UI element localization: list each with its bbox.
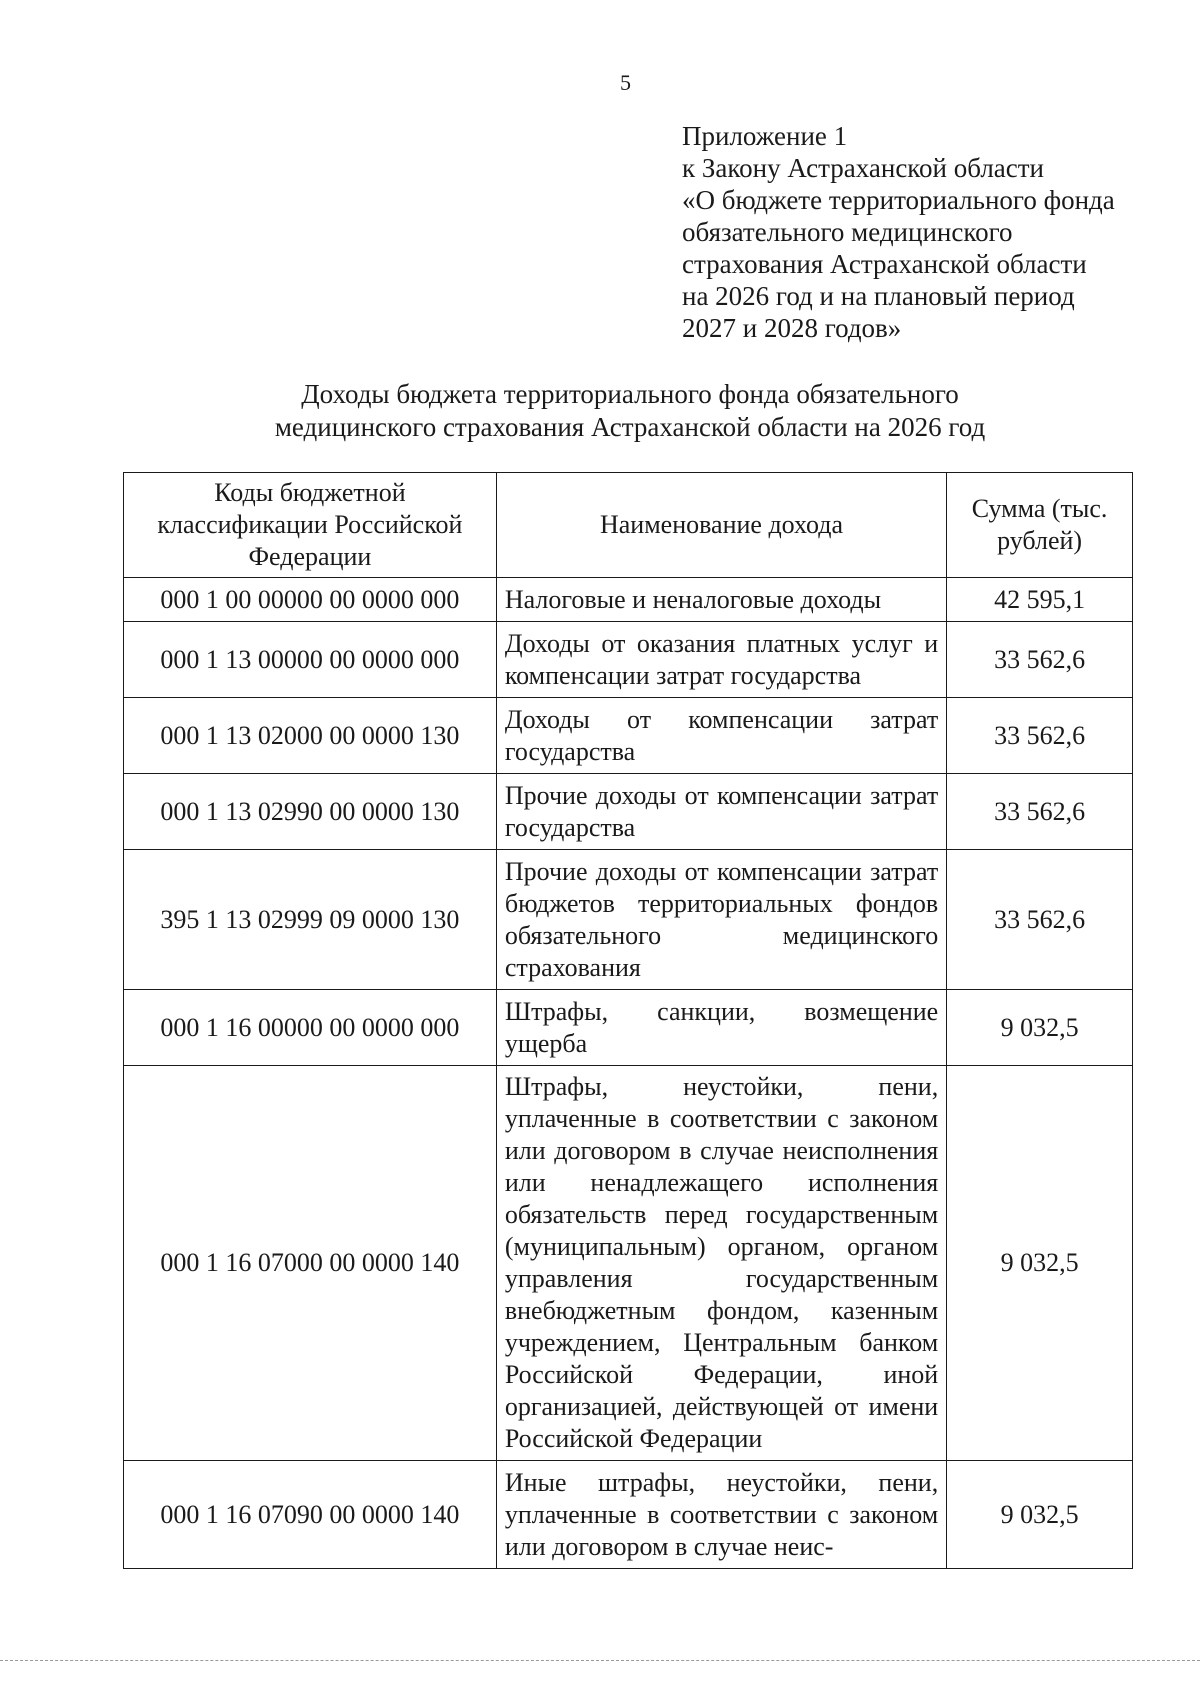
header-name: Наименование дохода bbox=[496, 473, 946, 578]
row-sum: 9 032,5 bbox=[947, 1066, 1133, 1461]
row-sum: 33 562,6 bbox=[947, 698, 1133, 774]
appendix-line: к Закону Астраханской области bbox=[682, 153, 1045, 183]
row-name: Доходы от оказания платных услуг и компенсации затрат государства bbox=[496, 622, 946, 698]
income-table bbox=[123, 472, 1133, 1569]
row-sum: 42 595,1 bbox=[947, 578, 1133, 622]
row-code: 000 1 13 02990 00 0000 130 bbox=[124, 774, 497, 850]
row-name: Штрафы, неустойки, пени, уплаченные в соответствии с законом или договором в случае неисполнения или ненадлежащего исполнения обязательств перед государственным (муниципальным) органом, органом управления государственным внебюджетным фондом, казенным учреждением, Центральным банком Российской Федерации, иной организацией, действующей от имени Российской Федерации bbox=[496, 1066, 946, 1461]
document-title bbox=[150, 378, 1110, 444]
table-row bbox=[124, 990, 1133, 1066]
row-sum: 9 032,5 bbox=[947, 990, 1133, 1066]
appendix-line: обязательного медицинского bbox=[682, 217, 1013, 247]
row-code: 000 1 13 00000 00 0000 000 bbox=[124, 622, 497, 698]
row-name: Доходы от компенсации затрат государства bbox=[496, 698, 946, 774]
header-sum: Сумма (тыс. рублей) bbox=[947, 473, 1133, 578]
table-row bbox=[124, 774, 1133, 850]
table-row bbox=[124, 578, 1133, 622]
page-number: 5 bbox=[620, 70, 631, 95]
appendix-line: на 2026 год и на плановый период bbox=[682, 281, 1075, 311]
table-row bbox=[124, 698, 1133, 774]
row-name: Штрафы, санкции, возмещение ущерба bbox=[496, 990, 946, 1066]
table-row bbox=[124, 1066, 1133, 1461]
row-sum: 9 032,5 bbox=[947, 1461, 1133, 1569]
row-name: Прочие доходы от компенсации затрат государства bbox=[496, 774, 946, 850]
row-code: 000 1 16 00000 00 0000 000 bbox=[124, 990, 497, 1066]
row-sum: 33 562,6 bbox=[947, 850, 1133, 990]
row-code: 000 1 16 07090 00 0000 140 bbox=[124, 1461, 497, 1569]
appendix-line: страхования Астраханской области bbox=[682, 249, 1087, 279]
row-name: Налоговые и неналоговые доходы bbox=[496, 578, 946, 622]
row-sum: 33 562,6 bbox=[947, 622, 1133, 698]
row-name: Прочие доходы от компенсации затрат бюджетов территориальных фондов обязательного медицинского страхования bbox=[496, 850, 946, 990]
row-name: Иные штрафы, неустойки, пени, уплаченные в соответствии с законом или договором в случае неис- bbox=[496, 1461, 946, 1569]
table-header-row bbox=[124, 473, 1133, 578]
row-code: 000 1 16 07000 00 0000 140 bbox=[124, 1066, 497, 1461]
row-code: 000 1 13 02000 00 0000 130 bbox=[124, 698, 497, 774]
appendix-line: «О бюджете территориального фонда bbox=[682, 185, 1115, 215]
header-code: Коды бюджетной классификации Российской Федерации bbox=[124, 473, 497, 578]
row-code: 395 1 13 02999 09 0000 130 bbox=[124, 850, 497, 990]
scan-edge-divider bbox=[0, 1660, 1200, 1661]
appendix-line: 2027 и 2028 годов» bbox=[682, 313, 902, 343]
appendix-line: Приложение 1 bbox=[682, 121, 848, 151]
title-line: медицинского страхования Астраханской области на 2026 год bbox=[274, 412, 986, 442]
title-line: Доходы бюджета территориального фонда обязательного bbox=[301, 379, 959, 409]
row-code: 000 1 00 00000 00 0000 000 bbox=[124, 578, 497, 622]
table-row bbox=[124, 1461, 1133, 1569]
table-row bbox=[124, 622, 1133, 698]
row-sum: 33 562,6 bbox=[947, 774, 1133, 850]
appendix-block bbox=[682, 120, 1182, 344]
table-row bbox=[124, 850, 1133, 990]
